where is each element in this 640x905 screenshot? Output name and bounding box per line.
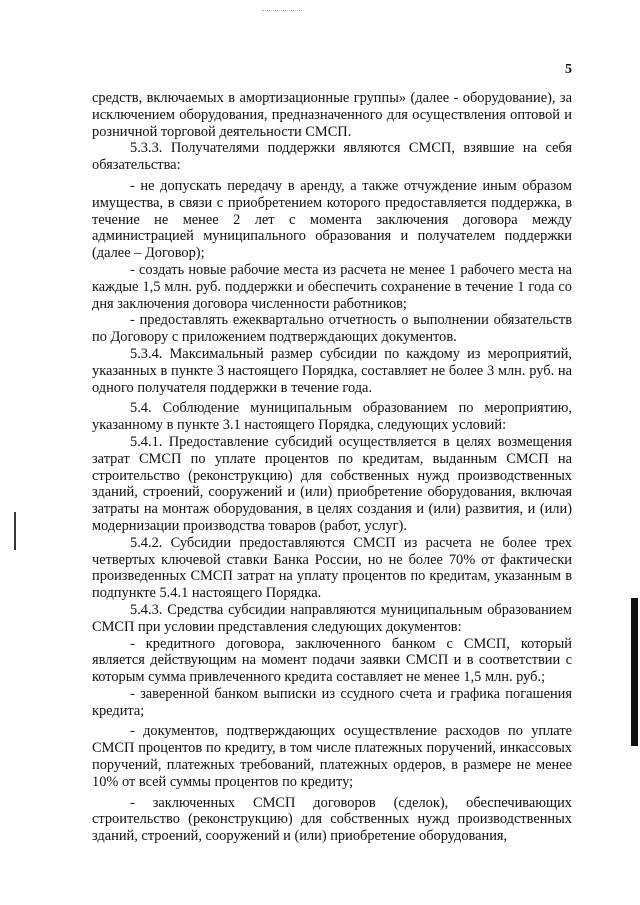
- scan-artifact: [262, 10, 302, 13]
- paragraph-5-4: 5.4. Соблюдение муниципальным образованием по мероприятию, указанному в пункте 3.1 настоящего Порядка, следующих условий:: [92, 400, 572, 434]
- paragraph-5-4-1: 5.4.1. Предоставление субсидий осуществляется в целях возмещения затрат СМСП по уплате процентов по кредитам, выданным СМСП на строительство (реконструкцию) для собственных нужд производственных зданий, строений, сооружений и (или) приобретение оборудования, включая затраты на монтаж оборудования, в целях создания и (или) развития, и (или) модернизации производства товаров (работ, услуг).: [92, 433, 572, 534]
- paragraph-5-3-3: 5.3.3. Получателями поддержки являются СМСП, взявшие на себя обязательства:: [92, 140, 572, 174]
- list-item-bank-statement: - заверенной банком выписки из ссудного счета и графика погашения кредита;: [92, 685, 572, 719]
- paragraph-continuation: средств, включаемых в амортизационные группы» (далее - оборудование), за исключением оборудования, предназначенного для осуществления оптовой и розничной торговой деятельности СМСП.: [92, 90, 572, 140]
- list-item-reporting: - предоставлять ежеквартально отчетность о выполнении обязательств по Договору с приложением подтверждающих документов.: [92, 312, 572, 346]
- page-number: 5: [565, 62, 572, 77]
- document-body: [92, 90, 572, 845]
- list-item-payment-documents: - документов, подтверждающих осуществление расходов по уплате СМСП процентов по кредиту, в том числе платежных поручений, инкассовых поручений, платежных требований, платежных ордеров, в размере не менее 10% от всей суммы процентов по кредиту;: [92, 723, 572, 790]
- paragraph-5-4-2: 5.4.2. Субсидии предоставляются СМСП из расчета не более трех четвертых ключевой ставки Банка России, но не более 70% от фактически произведенных СМСП затрат на уплату процентов по кредитам, указанным в подпункте 5.4.1 настоящего Порядка.: [92, 534, 572, 602]
- paragraph-5-4-3: 5.4.3. Средства субсидии направляются муниципальным образованием СМСП при условии представления следующих документов:: [92, 601, 572, 635]
- scan-edge-bar: [631, 598, 638, 746]
- paragraph-5-3-4: 5.3.4. Максимальный размер субсидии по каждому из мероприятий, указанных в пункте 3 настоящего Порядка, составляет не более 3 млн. руб. на одного получателя поддержки в течение года.: [92, 345, 572, 396]
- list-item-contracts: - заключенных СМСП договоров (сделок), обеспечивающих строительство (реконструкцию) для собственных нужд производственных зданий, строений, сооружений и (или) приобретение оборудования,: [92, 794, 572, 845]
- list-item-new-jobs: - создать новые рабочие места из расчета не менее 1 рабочего места на каждые 1,5 млн. руб. поддержки и обеспечить сохранение в течение 1 года со дня заключения договора численности работников;: [92, 261, 572, 312]
- scan-margin-mark: [14, 512, 16, 550]
- list-item-no-lease: - не допускать передачу в аренду, а также отчуждение иным образом имущества, в связи с приобретением которого предоставляется поддержка, в течение не менее 2 лет с момента заключения договора между администрацией муниципального образования и получателем поддержки (далее – Договор);: [92, 177, 572, 262]
- list-item-credit-agreement: - кредитного договора, заключенного банком с СМСП, который является действующим на момент подачи заявки СМСП и в соответствии с которым сумма привлеченного кредита составляет не менее 1,5 млн. руб.;: [92, 635, 572, 686]
